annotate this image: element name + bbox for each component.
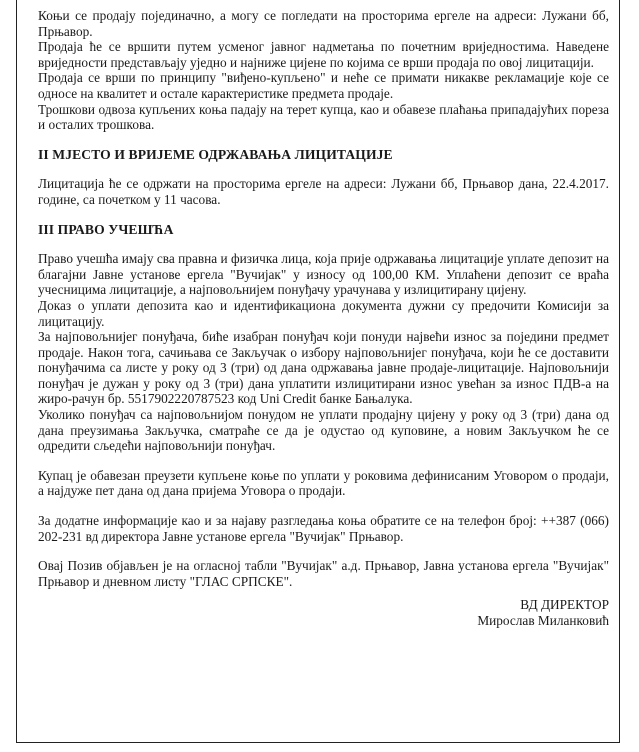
paragraph-payment-failure: Уколико понуђач са најповољнијом понудом не уплати продајну цијену у року од 3 (три) дана од дана преузимања Закључка, сматраће се да је одустао од куповине, а новим Закључком ће се одредити сљедећи најповољнији понуђач. — [38, 407, 609, 454]
signature-title: ВД ДИРЕКТОР — [520, 597, 609, 613]
paragraph-best-bidder: За најповољнијег понуђача, биће изабран понуђач који понуди највећи износ за поједини предмет продаје. Након тога, сачињава се Закључак о избору најповољнијег понуђача, који ће се доставити понуђачима са листе у року од 3 (три) од дана одржавања јавне продаје-лицитације. Најповољнији понуђач је дужан у року од 3 (три) дана уплатити излицитирани износ увећан за износ ПДВ-а на жиро-рачун бр. 5517902220787523 код Uni Credit банке Бањалука. — [38, 329, 609, 407]
paragraph-seen-bought: Продаја се врши по принципу "виђено-купљено" и неће се примати никакве рекламације које се односе на квалитет и остале карактеристике предмета продаје. — [38, 70, 609, 101]
signature-block — [38, 597, 609, 628]
paragraph-publication: Овај Позив објављен је на огласној табли "Вучијак" а.д. Прњавор, Јавна установа ергела "Вучијак" Прњавор и дневном листу "ГЛАС СРПСКЕ". — [38, 558, 609, 589]
paragraph-auction-method: Продаја ће се вршити путем усменог јавног надметања по почетним вриједностима. Наведене вриједности представљају уједно и најниже цијене по којима се врши продаја по овој лицитацији. — [38, 39, 609, 70]
paragraph-horses-viewing: Коњи се продају појединачно, а могу се погледати на просторима ергеле на адреси: Лужани бб, Прњавор. — [38, 8, 609, 39]
signature-name: Мирослав Миланковић — [477, 613, 609, 628]
paragraph-transport-costs: Трошкови одвоза купљених коња падају на терет купца, као и обавезе плаћања припадајућих пореза и осталих трошкова. — [38, 101, 609, 133]
paragraph-deposit: Право учешћа имају сва правна и физичка лица, која прије одржавања лицитације уплате депозит на благајни Јавне установе ергела "Вучијак" у износу од 100,00 КМ. Уплаћени депозит се враћа учесницима лицитације, а најповољнијем понуђачу урачунава у излицитирану цијену. — [38, 251, 609, 298]
paragraph-pickup: Купац је обавезан преузети купљене коње по уплати у роковима дефинисаним Уговором о продаји, а најдуже пет дана од дана пријема Уговора о продаји. — [38, 467, 609, 499]
paragraph-auction-location: Лицитација ће се одржати на просторима ергеле на адреси: Лужани бб, Прњавор дана, 22.4.2017. године, са почетком у 11 часова. — [38, 176, 609, 207]
document-body — [38, 8, 609, 629]
paragraph-contact: За додатне информације као и за најаву разгледања коња обратите се на телефон број: ++387 (066) 202-231 вд директора Јавне установе ергела "Вучијак" Прњавор. — [38, 513, 609, 544]
paragraph-documents: Доказ о уплати депозита као и идентификациона документа дужни су предочити Комисији за лицитацију. — [38, 297, 609, 329]
section-heading-participation: III ПРАВО УЧЕШЋА — [38, 221, 174, 237]
section-heading-place-time: II МЈЕСТО И ВРИЈЕМЕ ОДРЖАВАЊА ЛИЦИТАЦИЈЕ — [38, 146, 393, 162]
